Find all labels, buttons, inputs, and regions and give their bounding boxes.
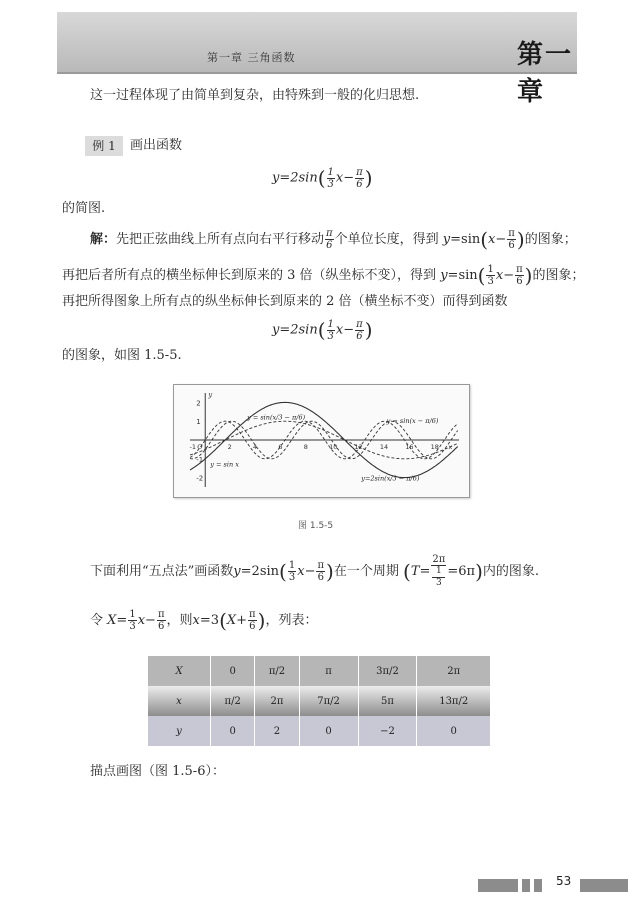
example-tag: 例 1 (85, 136, 123, 156)
intro-paragraph: 这一过程体现了由简单到复杂，由特殊到一般的化归思想. (90, 88, 420, 103)
x-tick-label: 14 (379, 443, 389, 451)
figure-1-5-5 (173, 384, 470, 498)
substitution-line: 令 X= $\frac{1}{3}$ x− $\frac{\pi}{6}$ ，则x=3(X+ $\frac{\pi}{6}$ )，列表： (90, 608, 318, 633)
table-cell: π/2 (255, 656, 299, 686)
table-row (148, 716, 491, 746)
footer-bar (534, 879, 542, 892)
x-tick-label: -1 (189, 443, 197, 451)
table-cell: 5π (358, 686, 417, 716)
footer-bar (522, 879, 530, 892)
y-tick-label: -2 (196, 474, 204, 483)
table-cell: y (148, 716, 211, 746)
x-tick-label: 8 (303, 443, 308, 451)
table-cell: x (148, 686, 211, 716)
x-tick-label: 4 (252, 443, 258, 451)
example-sketch-text: 的简图. (62, 201, 106, 216)
footer-bar (478, 879, 518, 892)
table-cell: 13π/2 (417, 686, 491, 716)
table-cell: 3π/2 (358, 656, 417, 686)
y-axis-label: y (208, 391, 213, 399)
solution-formula: y=2sin( $\frac{1}{3}$ x− $\frac{\pi}{6}$ ) (272, 318, 373, 342)
table-cell: 0 (299, 716, 358, 746)
five-point-line: 下面利用“五点法”画函数y=2sin( $\frac{1}{3}$ x− $\frac{\pi}{6}$ )在一个周期 (T= 2π 1 3 =6π)内的图象. (90, 554, 540, 588)
figure-caption: 图 1.5-5 (298, 521, 334, 531)
table-row (148, 656, 491, 686)
chapter-subtitle: 第一章 三角函数 (207, 51, 296, 64)
label-shift: y = sin(x − π/6) (386, 417, 439, 426)
table-cell: 2π (417, 656, 491, 686)
table-cell: 0 (417, 716, 491, 746)
table-cell: 0 (211, 656, 255, 686)
y-tick-label: 2 (196, 399, 201, 408)
solution-line-2: 再把后者所有点的横坐标伸长到原来的 3 倍（纵坐标不变），得到 y=sin( $\frac{1}{3}$ x− $\frac{\pi}{6}$ )的图象； (62, 263, 585, 288)
table-cell: −2 (358, 716, 417, 746)
x-tick-label: x (448, 443, 453, 451)
chapter-title: 第一章 (517, 40, 574, 107)
table-cell: X (148, 656, 211, 686)
table-cell: 2π (255, 686, 299, 716)
y-tick-label: 1 (196, 418, 201, 427)
table-cell: π (299, 656, 358, 686)
table-cell: 0 (211, 716, 255, 746)
x-tick-label: 18 (430, 443, 439, 451)
origin-label: O (197, 443, 203, 451)
example-prompt: 画出函数 (130, 138, 183, 153)
table-cell: 7π/2 (299, 686, 358, 716)
x-tick-label: 16 (405, 443, 414, 451)
solution-line-1: 解：先把正弦曲线上所有点向右平行移动 $\frac{\pi}{6}$ 个单位长度，得到 y=sin(x− $\frac{\pi}{6}$ )的图象； (90, 227, 577, 252)
table-cell: 2 (255, 716, 299, 746)
label-final: y=2sin(x/3 − π/6) (361, 474, 420, 483)
footer-bar (580, 879, 628, 892)
page-number: 53 (556, 874, 572, 888)
x-tick-label: 10 (329, 443, 338, 451)
x-tick-label: 2 (227, 443, 232, 451)
solution-line-3: 再把所得图象上所有点的纵坐标伸长到原来的 2 倍（横坐标不变）而得到函数 (62, 294, 508, 309)
value-table (148, 656, 491, 746)
solution-line-4: 的图象，如图 1.5-5. (62, 348, 182, 363)
example-formula: y=2sin( $\frac{1}{3}$ x− $\frac{\pi}{6}$ ) (272, 166, 373, 190)
x-tick-label: 6 (278, 443, 283, 451)
closing-line: 描点画图（图 1.5-6）： (90, 764, 225, 779)
table-row (148, 686, 491, 716)
y-tick-label: -1 (196, 455, 204, 464)
x-tick-label: 12 (354, 443, 363, 451)
table-cell: π/2 (211, 686, 255, 716)
label-sinx: y = sin x (210, 460, 239, 469)
sine-transform-plot (174, 385, 469, 497)
label-stretch: y = sin(x/3 − π/6) (247, 413, 306, 422)
